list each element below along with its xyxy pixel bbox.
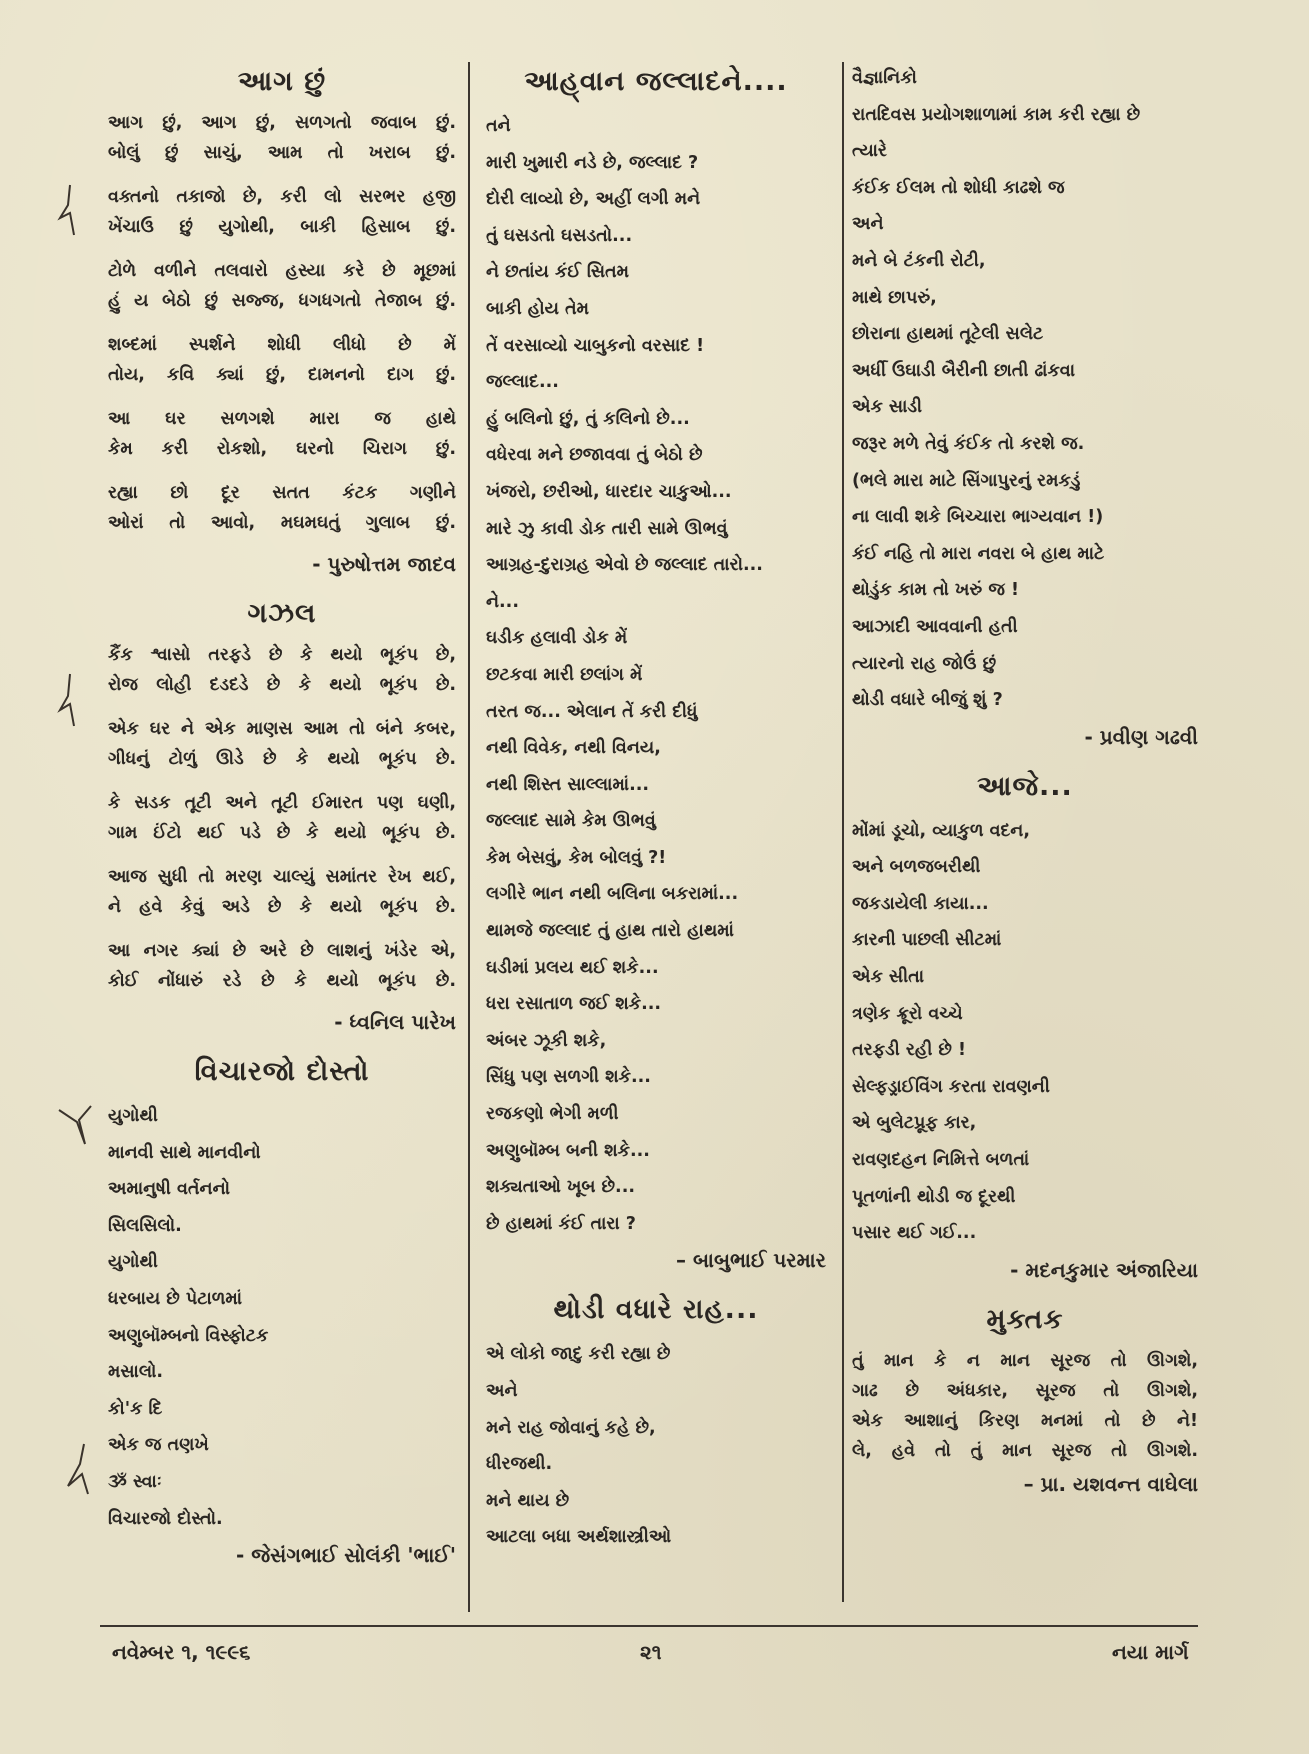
poem-line: ઘડીમાં પ્રલય થઈ શકે... xyxy=(486,957,659,978)
poem-line: થોડી વધારે બીજું શું ? xyxy=(852,690,1003,711)
issue-date: નવેમ્બર ૧, ૧૯૯૬ xyxy=(112,1640,251,1664)
poem-stanza xyxy=(108,108,456,168)
poem-line: એક સીતા xyxy=(852,967,924,988)
paper-tear-mark xyxy=(48,670,88,730)
poem-line: અમાનુષી વર્તનનો xyxy=(108,1179,230,1200)
poem-line: એક સાડી xyxy=(852,397,922,418)
poem-thodi-vadhare-raah xyxy=(486,1294,826,1556)
poem-title: આજે... xyxy=(977,770,1073,802)
poem-line: કોઈ નોંધારું રડે છે કે થયો ભૂકંપ છે. xyxy=(108,971,456,991)
poem-line: કંઈ નહિ તો મારા નવરા બે હાથ માટે xyxy=(852,543,1105,564)
poem-aaje xyxy=(852,771,1198,1282)
poem-line: પૂતળાંની થોડી જ દૂરથી xyxy=(852,1186,1016,1207)
poem-line: પસાર થઈ ગઈ... xyxy=(852,1223,977,1244)
poem-line: ના લાવી શકે બિચ્ચારા ભાગ્યવાન !) xyxy=(852,507,1104,528)
poem-gazal xyxy=(108,598,456,1034)
paper-tear-mark xyxy=(50,180,90,240)
poem-line: અને xyxy=(486,1381,518,1401)
poem-stanza xyxy=(108,256,456,316)
poem-line: આ ઘર સળગશે મારા જ હાથે xyxy=(108,409,456,429)
poem-line: લે, હવે તો તું માન સૂરજ તો ઊગશે. xyxy=(852,1440,1198,1461)
poem-line: તરત જ... એલાન તેં કરી દીધું xyxy=(486,701,698,722)
poem-line: જલ્લાદ... xyxy=(486,372,559,393)
poem-line: અણુબૉમ્બનો વિસ્ફોટક xyxy=(108,1325,269,1346)
poem-line: અણુબૉમ્બ બની શકે... xyxy=(486,1140,650,1161)
footer-rule xyxy=(100,1625,1198,1627)
poem-line: શબ્દમાં સ્પર્શને શોધી લીધો છે મેં xyxy=(108,335,456,355)
poem-line: ગીધનું ટોળું ઊડે છે કે થયો ભૂકંપ છે. xyxy=(108,749,456,769)
poem-line: મોંમાં ડૂચો, વ્યાકુળ વદન, xyxy=(852,820,1030,841)
paper-tear-mark xyxy=(60,1440,100,1500)
poem-line: કૈંક શ્વાસો તરફડે છે કે થયો ભૂકંપ છે, xyxy=(108,645,456,665)
poem-line: જરૂર મળે તેવું કંઈક તો કરશે જ. xyxy=(852,433,1085,454)
poem-line: બાકી હોય તેમ xyxy=(486,298,589,319)
poem-line: રજકણો ભેગી મળી xyxy=(486,1104,619,1125)
poem-line: ધીરજથી. xyxy=(486,1454,553,1475)
poem-line: ત્યારે xyxy=(852,141,887,162)
poem-stanza xyxy=(108,330,456,390)
poem-line: એ બુલેટપ્રૂફ કાર, xyxy=(852,1113,977,1134)
poem-line: છે હાથમાં કંઈ તારા ? xyxy=(486,1213,636,1234)
poem-aahvaan-jallaad xyxy=(486,66,826,1272)
poem-line: કેમ બેસવું, કેમ બોલવું ?! xyxy=(486,847,667,868)
poem-line: અને xyxy=(852,214,884,235)
poem-line: કંઈક ઈલમ તો શોધી કાઢશે જ xyxy=(852,177,1065,198)
column-middle xyxy=(486,60,826,1556)
poem-title: થોડી વધારે રાહ... xyxy=(553,1294,759,1326)
poem-line: દોરી લાવ્યો છે, અહીં લગી મને xyxy=(486,189,701,210)
poem-line: ગાઢ છે અંધકાર, સૂરજ તો ઊગશે, xyxy=(852,1380,1198,1401)
poem-author: – બાબુભાઈ પરમાર xyxy=(676,1248,826,1273)
poem-line: કારની પાછલી સીટમાં xyxy=(852,930,1002,951)
poem-muktak xyxy=(852,1304,1198,1496)
poem-vicharjo-dosto xyxy=(108,1056,456,1567)
poem-author: - પુરુષોત્તમ જાદવ xyxy=(312,552,456,576)
poem-line: નથી વિવેક, નથી વિનય, xyxy=(486,738,661,759)
poem-line: એ લોકો જાદુ કરી રહ્યા છે xyxy=(486,1344,671,1365)
magazine-name: નયા માર્ગ xyxy=(1112,1640,1189,1664)
poem-line: આઝાદી આવવાની હતી xyxy=(852,616,1018,637)
poem-line: યુગોથી xyxy=(108,1106,158,1126)
poem-title: વિચારજો દોસ્તો xyxy=(194,1056,370,1087)
poem-line: નથી શિસ્ત સાલ્લામાં... xyxy=(486,774,650,795)
poem-line: થામજે જલ્લાદ તું હાથ તારો હાથમાં xyxy=(486,921,734,942)
poem-stanza xyxy=(108,478,456,538)
column-right xyxy=(852,60,1198,1518)
poem-line: ને હવે કેવું અડે છે કે થયો ભૂકંપ છે. xyxy=(108,897,456,917)
paper-tear-mark xyxy=(55,1100,95,1150)
poem-title: આહ્‌વાન જલ્લાદને.... xyxy=(524,66,788,97)
poem-line: વિચારજો દોસ્તો. xyxy=(108,1508,223,1529)
column-divider xyxy=(842,62,844,1602)
poem-title: ગઝલ xyxy=(247,598,317,629)
poem-author: – પ્રા. યશવન્ત વાઘેલા xyxy=(1023,1471,1198,1496)
poem-stanza xyxy=(108,182,456,242)
poem-line: આટલા બધા અર્થશાસ્ત્રીઓ xyxy=(486,1527,672,1548)
poem-line: કે સડક તૂટી અને તૂટી ઈમારત પણ ઘણી, xyxy=(108,793,456,813)
poem-line: મને બે ટંકની રોટી, xyxy=(852,250,986,271)
poem-line: આગ છું, આગ છું, સળગતો જવાબ છું. xyxy=(108,113,456,133)
poem-line: તેં વરસાવ્યો ચાબુકનો વરસાદ ! xyxy=(486,335,705,356)
poem-line: મને થાય છે xyxy=(486,1490,570,1511)
poem-line: આગ્રહ-દુરાગ્રહ એવો છે જલ્લાદ તારો... xyxy=(486,555,763,576)
poem-line: જલ્લાદ સામે કેમ ઊભવું xyxy=(486,811,656,832)
poem-line: વૈજ્ઞાનિકો xyxy=(852,68,917,88)
poem-line: ટોળે વળીને તલવારો હસ્યા કરે છે મૂછમાં xyxy=(108,261,456,281)
poem-stanza xyxy=(108,936,456,996)
poem-line: વધેરવા મને છજાવવા તું બેઠો છે xyxy=(486,445,703,466)
poem-line: રાતદિવસ પ્રયોગશાળામાં કામ કરી રહ્યા છે xyxy=(852,104,1141,125)
poem-line: ધરબાય છે પેટાળમાં xyxy=(108,1288,243,1309)
poem-line: ધરા રસાતાળ જઈ શકે... xyxy=(486,994,662,1015)
poem-line: બોલું છું સાચું, આમ તો ખરાબ છું. xyxy=(108,143,456,163)
poem-line: ઓરાં તો આવો, મઘમઘતું ગુલાબ છું. xyxy=(108,513,456,533)
poem-line: શક્યતાઓ ખૂબ છે... xyxy=(486,1177,635,1198)
poem-thodi-vadhare-raah-continued xyxy=(852,60,1198,749)
poem-line: ૐ સ્વાઃ xyxy=(108,1471,162,1492)
page-number: ૨૧ xyxy=(640,1640,662,1664)
poem-stanza xyxy=(108,640,456,700)
poem-line: કો'ક દિ xyxy=(108,1398,163,1419)
poem-line: ખંજરો, છરીઓ, ધારદાર ચાકુઓ... xyxy=(486,481,732,502)
column-left xyxy=(108,60,456,1589)
poem-line: સિલસિલો. xyxy=(108,1215,182,1236)
poem-line: છટકવા મારી છલાંગ મેં xyxy=(486,664,643,685)
poem-stanza xyxy=(108,788,456,848)
poem-line: રોજ લોહી દડદડે છે કે થયો ભૂકંપ છે. xyxy=(108,675,456,695)
poem-line: એક ઘર ને એક માણસ આમ તો બંને કબર, xyxy=(108,719,456,739)
poem-line: ત્રણેક ક્રૂરો વચ્ચે xyxy=(852,1003,963,1024)
poem-line: અને બળજબરીથી xyxy=(852,857,981,878)
poem-line: સિંધુ પણ સળગી શકે... xyxy=(486,1067,651,1088)
poem-line: તું ઘસડતો ઘસડતો... xyxy=(486,225,633,246)
poem-line: માથે છાપરું, xyxy=(852,287,937,308)
poem-line: રહ્યા છો દૂર સતત કંટક ગણીને xyxy=(108,483,456,503)
poem-line: એક આશાનું કિરણ મનમાં તો છે ને! xyxy=(852,1410,1198,1431)
poem-line: તને xyxy=(486,116,511,136)
column-divider xyxy=(468,62,470,1612)
poem-line: હું બલિનો છું, તું કલિનો છે... xyxy=(486,408,690,429)
poem-line: જકડાયેલી કાયા... xyxy=(852,893,989,914)
poem-line: મારે ઝુ કાવી ડોક તારી સામે ઊભવું xyxy=(486,518,728,539)
poem-line: સેલ્ફડ્રાઈવિંગ કરતા રાવણની xyxy=(852,1076,1050,1097)
poem-line: યુગોથી xyxy=(108,1252,158,1273)
poem-line: લગીરે ભાન નથી બલિના બકરામાં... xyxy=(486,884,739,905)
poem-title: મુક્તક xyxy=(986,1303,1064,1335)
poem-line: મસાલો. xyxy=(108,1362,164,1383)
poem-author: - જેસંગભાઈ સોલંકી 'ભાઈ' xyxy=(236,1543,456,1568)
poem-line: વક્તનો તકાજો છે, કરી લો સરભર હજી xyxy=(108,187,456,207)
poem-line: ગામ ઈંટો થઈ પડે છે કે થયો ભૂકંપ છે. xyxy=(108,823,456,843)
poem-line: ખેંચાઉ છું યુગોથી, બાકી હિસાબ છું. xyxy=(108,217,456,237)
poem-line: આ નગર ક્યાં છે અરે છે લાશનું ખંડેર એ, xyxy=(108,941,456,961)
poem-line: છોરાના હાથમાં તૂટેલી સલેટ xyxy=(852,324,1044,345)
poem-line: તું માન કે ન માન સૂરજ તો ઊગશે, xyxy=(852,1350,1198,1371)
poem-stanza xyxy=(108,714,456,774)
poem-line: રાવણદહન નિમિત્તે બળતાં xyxy=(852,1150,1030,1171)
poem-title: આગ છું xyxy=(237,66,327,97)
poem-author: - ધ્વનિલ પારેખ xyxy=(334,1010,456,1034)
poem-author: - પ્રવીણ ગઢવી xyxy=(1084,724,1198,749)
poem-line: ને... xyxy=(486,591,519,612)
poem-stanza xyxy=(108,862,456,922)
poem-author: - મદનકુમાર અંજારિયા xyxy=(1010,1257,1198,1282)
poem-line: મને રાહ જોવાનું કહે છે, xyxy=(486,1417,656,1438)
poem-line: કેમ કરી રોકશો, ઘરનો ચિરાગ છું. xyxy=(108,439,456,459)
poem-aag-chhu xyxy=(108,66,456,576)
poem-line: એક જ તણખે xyxy=(108,1435,209,1456)
poem-line: અર્ધી ઉઘાડી બૈરીની છાતી ઢાંકવા xyxy=(852,360,1075,381)
poem-line: હું ય બેઠો છું સજ્જ, ધગધગતો તેજાબ છું. xyxy=(108,291,456,311)
poem-line: તરફડી રહી છે ! xyxy=(852,1040,967,1061)
poem-line: ને છતાંય કંઈ સિતમ xyxy=(486,262,630,283)
poem-line: માનવી સાથે માનવીનો xyxy=(108,1142,261,1163)
poem-line: (ભલે મારા માટે સિંગાપુરનું રમકડું xyxy=(852,470,1081,491)
poem-line: ઘડીક હલાવી ડોક મેં xyxy=(486,628,628,649)
poem-line: આજ સુધી તો મરણ ચાલ્યું સમાંતર રેખ થઈ, xyxy=(108,867,456,887)
poem-stanza xyxy=(108,404,456,464)
poem-line: મારી ખુમારી નડે છે, જલ્લાદ ? xyxy=(486,152,699,173)
poem-line: અંબર ઝૂકી શકે, xyxy=(486,1030,607,1051)
poem-line: થોડુંક કામ તો ખરું જ ! xyxy=(852,580,1019,601)
poem-line: ત્યારનો રાહ જોઉં છું xyxy=(852,653,997,674)
poem-line: તોય, કવિ ક્યાં છું, દામનનો દાગ છું. xyxy=(108,365,456,385)
